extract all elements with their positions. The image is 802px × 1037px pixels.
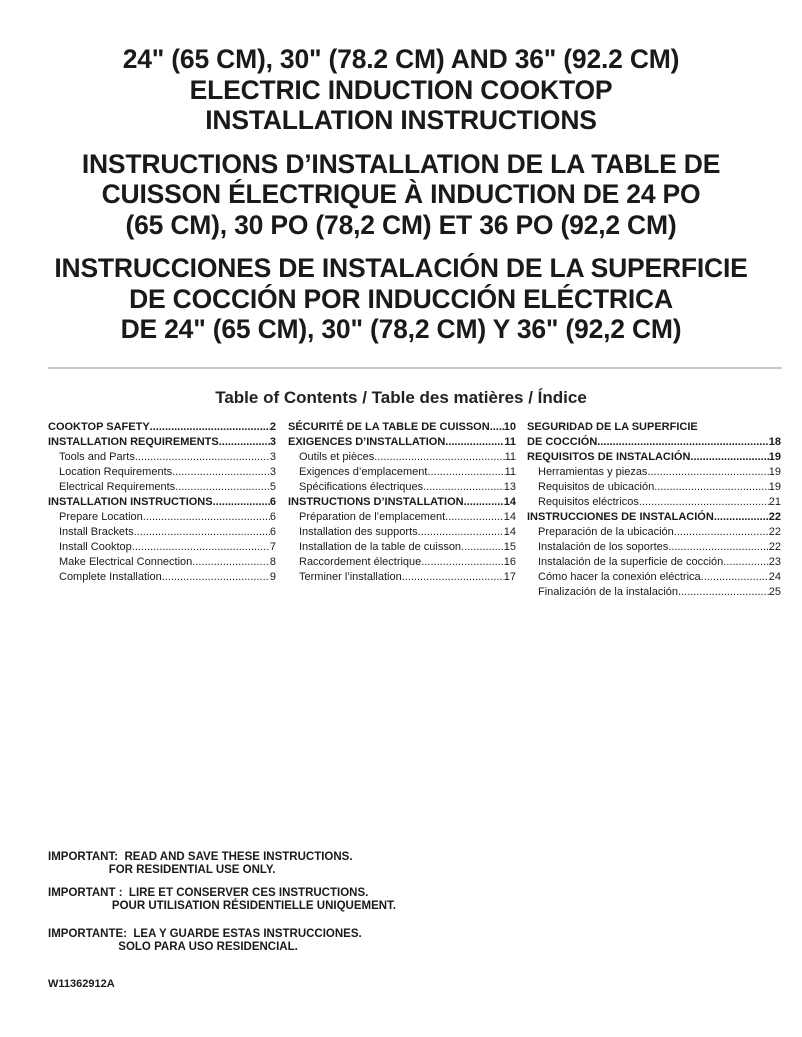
toc-column-french — [288, 420, 516, 585]
toc-entry-label: Exigences d’emplacement — [299, 466, 428, 478]
toc-page-number: 24 — [768, 571, 781, 583]
toc-entry[interactable] — [288, 555, 516, 570]
toc-entry-label: SÉCURITÉ DE LA TABLE DE CUISSON — [288, 421, 490, 433]
dot-leader — [374, 450, 504, 465]
toc-entry[interactable] — [527, 480, 781, 495]
toc-page-number: 11 — [504, 451, 516, 463]
toc-entry-label: Electrical Requirements — [59, 481, 176, 493]
toc-entry[interactable] — [288, 480, 516, 495]
toc-page-number: 16 — [503, 556, 516, 568]
toc-page-number: 19 — [768, 451, 781, 463]
toc-page-number: 14 — [503, 511, 516, 523]
dot-leader — [423, 480, 504, 495]
toc-entry-label: Spécifications électriques — [299, 481, 424, 493]
toc-entry-label: Complete Installation — [59, 571, 162, 583]
toc-entry[interactable] — [288, 510, 516, 525]
toc-entry[interactable] — [527, 585, 781, 600]
toc-entry-label: Instalación de los soportes — [538, 541, 669, 553]
dot-leader — [678, 585, 769, 600]
toc-page-number: 5 — [269, 481, 276, 493]
toc-entry-label: Prepare Location — [59, 511, 143, 523]
toc-entry[interactable] — [527, 465, 781, 480]
title-en-2: ELECTRIC INDUCTION COOKTOP — [189, 74, 613, 105]
toc-entry-label: REQUISITOS DE INSTALACIÓN — [527, 451, 691, 463]
toc-page-number: 19 — [768, 481, 781, 493]
dot-leader — [162, 570, 270, 585]
toc-page-number: 17 — [503, 571, 516, 583]
important-french: IMPORTANT : LIRE ET CONSERVER CES INSTRUCTIONS. POUR UTILISATION RÉSIDENTIELLE UNIQUEMENT. — [48, 887, 397, 912]
toc-page-number: 10 — [503, 421, 516, 433]
toc-entry[interactable] — [527, 570, 781, 585]
toc-entry-label: Install Cooktop — [59, 541, 132, 553]
dot-leader — [464, 495, 504, 510]
toc-column-english — [48, 420, 276, 585]
dot-leader — [219, 435, 270, 450]
toc-page-number: 11 — [504, 466, 516, 478]
toc-entry[interactable] — [48, 540, 276, 555]
dot-leader — [668, 540, 769, 555]
dot-leader — [461, 540, 504, 555]
title-es-2: DE COCCIÓN POR INDUCCIÓN ELÉCTRICA — [129, 283, 673, 314]
toc-page-number: 21 — [768, 496, 781, 508]
toc-entry[interactable] — [288, 465, 516, 480]
important-english: IMPORTANT: READ AND SAVE THESE INSTRUCTIONS. FOR RESIDENTIAL USE ONLY. — [48, 851, 353, 876]
dot-leader — [597, 435, 768, 450]
toc-page-number: 9 — [269, 571, 276, 583]
toc-entry-label: Requisitos de ubicación — [538, 481, 655, 493]
toc-entry[interactable] — [527, 555, 781, 570]
toc-entry[interactable] — [288, 495, 516, 510]
toc-page-number: 14 — [503, 496, 516, 508]
toc-entry-label: Herramientas y piezas — [538, 466, 648, 478]
toc-page-number: 13 — [503, 481, 516, 493]
toc-entry[interactable] — [527, 510, 781, 525]
toc-entry[interactable] — [527, 495, 781, 510]
toc-page-number: 22 — [768, 541, 781, 553]
toc-entry[interactable] — [527, 525, 781, 540]
dot-leader — [418, 525, 504, 540]
toc-entry-label: Location Requirements — [59, 466, 173, 478]
toc-page-number: 15 — [503, 541, 516, 553]
dot-leader — [427, 465, 504, 480]
dot-leader — [402, 570, 504, 585]
toc-entry[interactable] — [288, 570, 516, 585]
title-es-1: INSTRUCCIONES DE INSTALACIÓN DE LA SUPERFICIE — [54, 253, 748, 283]
toc-entry[interactable] — [48, 525, 276, 540]
toc-page-number: 6 — [269, 526, 276, 538]
dot-leader — [647, 465, 768, 480]
toc-entry[interactable] — [48, 435, 276, 450]
toc-entry-label: Make Electrical Connection — [59, 556, 193, 568]
dot-leader — [723, 555, 768, 570]
toc-entry-label: Terminer l’installation — [299, 571, 402, 583]
title-fr-3: (65 CM), 30 PO (78,2 CM) ET 36 PO (92,2 CM) — [125, 209, 677, 240]
toc-entry-label: Préparation de l’emplacement — [299, 511, 446, 523]
toc-page-number: 6 — [269, 496, 276, 508]
toc-page-number: 3 — [269, 436, 276, 448]
dot-leader — [132, 540, 270, 555]
toc-page-number: 22 — [768, 526, 781, 538]
toc-page-number: 25 — [768, 586, 781, 598]
important-spanish: IMPORTANTE: LEA Y GUARDE ESTAS INSTRUCCIONES. SOLO PARA USO RESIDENCIAL. — [48, 928, 362, 953]
toc-entry[interactable] — [288, 525, 516, 540]
dot-leader — [445, 510, 504, 525]
toc-entry[interactable] — [48, 450, 276, 465]
toc-entry-label: Preparación de la ubicación — [538, 526, 674, 538]
toc-entry-label: Installation de la table de cuisson — [299, 541, 462, 553]
dot-leader — [175, 480, 270, 495]
dot-leader — [192, 555, 270, 570]
document-code: W11362912A — [48, 978, 115, 990]
title-fr-1: INSTRUCTIONS D’INSTALLATION DE LA TABLE DE — [81, 148, 721, 179]
toc-entry-label: Finalización de la instalación — [538, 586, 679, 598]
toc-entry[interactable] — [48, 420, 276, 435]
dot-leader — [134, 525, 270, 540]
toc-page-number: 3 — [269, 466, 276, 478]
toc-page-number: 3 — [269, 451, 276, 463]
toc-page-number: 14 — [503, 526, 516, 538]
dot-leader — [143, 510, 270, 525]
toc-page-number: 11 — [504, 436, 516, 448]
toc-page-number: 19 — [768, 466, 781, 478]
toc-entry[interactable] — [527, 540, 781, 555]
toc-entry-label: EXIGENCES D’INSTALLATION — [288, 436, 446, 448]
toc-page-number: 7 — [269, 541, 276, 553]
title-en-3: INSTALLATION INSTRUCTIONS — [205, 105, 597, 135]
toc-entry-label: INSTALLATION INSTRUCTIONS — [48, 496, 213, 508]
toc-entry[interactable] — [48, 495, 276, 510]
dot-leader — [135, 450, 270, 465]
dot-leader — [639, 495, 769, 510]
divider — [48, 367, 782, 369]
dot-leader — [445, 435, 504, 450]
toc-entry-label: INSTRUCCIONES DE INSTALACIÓN — [527, 511, 714, 523]
toc-entry-label: Install Brackets — [59, 526, 134, 538]
toc-page-number: 2 — [269, 421, 276, 433]
dot-leader — [714, 510, 769, 525]
toc-entry[interactable] — [288, 420, 516, 435]
toc-heading-line: SEGURIDAD DE LA SUPERFICIE — [527, 421, 698, 433]
toc-entry-label: Installation des supports — [299, 526, 418, 538]
toc-entry-label: Instalación de la superficie de cocción — [538, 556, 724, 568]
toc-entry-label: COOKTOP SAFETY — [48, 421, 150, 433]
dot-leader — [654, 480, 769, 495]
toc-entry-label: Requisitos eléctricos — [538, 496, 639, 508]
toc-entry[interactable] — [288, 435, 516, 450]
dot-leader — [150, 420, 270, 435]
toc-page-number: 22 — [768, 511, 781, 523]
toc-entry-label: Outils et pièces — [299, 451, 375, 463]
dot-leader — [213, 495, 270, 510]
toc-entry[interactable] — [48, 555, 276, 570]
toc-entry-label: INSTALLATION REQUIREMENTS — [48, 436, 219, 448]
toc-entry[interactable] — [288, 540, 516, 555]
dot-leader — [690, 450, 768, 465]
toc-column-spanish — [527, 420, 781, 600]
toc-page-number: 18 — [768, 436, 781, 448]
dot-leader — [172, 465, 270, 480]
toc-entry-label: Tools and Parts — [59, 451, 135, 463]
dot-leader — [701, 570, 769, 585]
dot-leader — [490, 420, 504, 435]
toc-entry[interactable] — [48, 570, 276, 585]
toc-page-number: 6 — [269, 511, 276, 523]
title-en-1: 24" (65 CM), 30" (78.2 CM) AND 36" (92.2 CM) — [122, 44, 680, 74]
toc-entry-label: Raccordement électrique — [299, 556, 422, 568]
title-fr-2: CUISSON ÉLECTRIQUE À INDUCTION DE 24 PO — [101, 179, 701, 209]
toc-entry-label: DE COCCIÓN — [527, 436, 598, 448]
toc-entry[interactable] — [48, 480, 276, 495]
toc-entry[interactable] — [288, 450, 516, 465]
toc-page-number: 23 — [768, 556, 781, 568]
toc-entry[interactable] — [48, 465, 276, 480]
title-block — [0, 44, 802, 345]
toc-entry-label: Cómo hacer la conexión eléctrica — [538, 571, 701, 583]
toc-entry-label: INSTRUCTIONS D’INSTALLATION — [288, 496, 464, 508]
toc-page-number: 8 — [269, 556, 276, 568]
dot-leader — [421, 555, 503, 570]
toc-entry[interactable] — [48, 510, 276, 525]
toc-entry[interactable] — [527, 450, 781, 465]
title-es-3: DE 24" (65 CM), 30" (78,2 CM) Y 36" (92,2 CM) — [120, 314, 682, 344]
toc-heading: Table of Contents / Table des matières / Índice — [215, 388, 587, 407]
dot-leader — [674, 525, 769, 540]
toc-entry[interactable] — [527, 435, 781, 450]
